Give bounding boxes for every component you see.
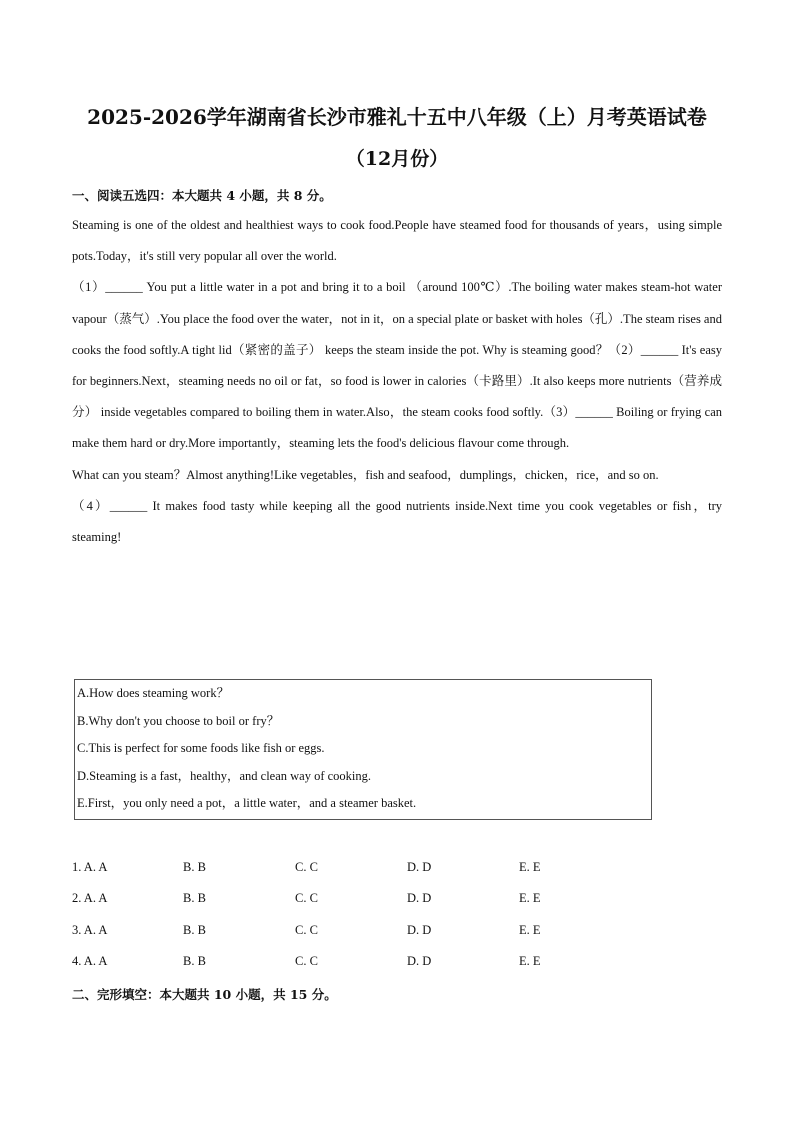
answer-choice[interactable]: E. E: [519, 953, 541, 968]
exam-title: 2025-2026学年湖南省长沙市雅礼十五中八年级（上）月考英语试卷: [87, 105, 707, 129]
passage-paragraph: （4）______ It makes food tasty while keeping all the good nutrients inside.Next time you cook vegetables or fish，try steaming!: [72, 498, 722, 545]
answer-choice[interactable]: B. B: [183, 922, 206, 937]
answer-choice[interactable]: 4. A. A: [72, 953, 108, 968]
answer-choice[interactable]: E. E: [519, 860, 541, 874]
answer-choice[interactable]: C. C: [295, 953, 318, 968]
answer-choice[interactable]: B. B: [183, 891, 206, 906]
answer-choice[interactable]: E. E: [519, 891, 541, 906]
answer-choice[interactable]: B. B: [183, 860, 206, 874]
answer-choice[interactable]: C. C: [295, 860, 318, 874]
section-heading-cloze: 二、完形填空：本大题共 10 小题，共 15 分。: [72, 987, 337, 1002]
option-b: B.Why don't you choose to boil or fry？: [77, 713, 280, 728]
passage-paragraph: （1）______ You put a little water in a pot and bring it to a boil （around 100℃）.The boiling water makes steam-hot water vapour（蒸气）.You place the food over the water，not in it，on a special plate or basket with holes（孔）.The steam rises and cooks the food softly.A tight lid（紧密的盖子） keeps the steam inside the pot. Why is steaming good？（2）______ It's easy for beginners.Next，steaming needs no oil or fat，so food is lower in calories（卡路里）.It also keeps more nutrients（营养成分） inside vegetables compared to boiling them in water.Also，the steam cooks food softly.（3）______ Boiling or frying can make them hard or dry.More importantly，steaming lets the food's delicious flavour come through.: [72, 280, 722, 451]
option-e: E.First，you only need a pot，a little water，and a steamer basket.: [77, 796, 417, 811]
options-box: [74, 679, 652, 820]
reading-passage: [72, 210, 722, 553]
answer-choice[interactable]: 3. A. A: [72, 922, 108, 937]
answer-choice[interactable]: E. E: [519, 922, 541, 937]
answer-choice[interactable]: D. D: [407, 891, 432, 906]
answer-choice[interactable]: C. C: [295, 922, 318, 937]
answer-row: [72, 854, 632, 885]
answer-choice[interactable]: C. C: [295, 891, 318, 906]
answer-choice[interactable]: B. B: [183, 953, 206, 968]
section-heading-reading: 一、阅读五选四：本大题共 4 小题，共 8 分。: [72, 188, 332, 203]
answer-choice[interactable]: 1. A. A: [72, 860, 108, 874]
answer-choices: [72, 854, 632, 979]
answer-row: [72, 917, 632, 948]
exam-subtitle: （12月份）: [345, 148, 449, 170]
option-d: D.Steaming is a fast，healthy，and clean way of cooking.: [77, 768, 372, 783]
answer-row: [72, 885, 632, 916]
passage-paragraph: What can you steam？Almost anything!Like vegetables，fish and seafood，dumplings，chicken，rice，and so on.: [72, 467, 659, 482]
answer-choice[interactable]: 2. A. A: [72, 891, 108, 906]
answer-choice[interactable]: D. D: [407, 922, 432, 937]
answer-choice[interactable]: D. D: [407, 860, 432, 874]
answer-choice[interactable]: D. D: [407, 953, 432, 968]
passage-paragraph: Steaming is one of the oldest and healthiest ways to cook food.People have steamed food for thousands of years，using simple pots.Today，it's still very popular all over the world.: [72, 218, 722, 264]
option-a: A.How does steaming work？: [77, 686, 230, 700]
answer-row: [72, 948, 632, 979]
option-c: C.This is perfect for some foods like fish or eggs.: [77, 741, 325, 756]
